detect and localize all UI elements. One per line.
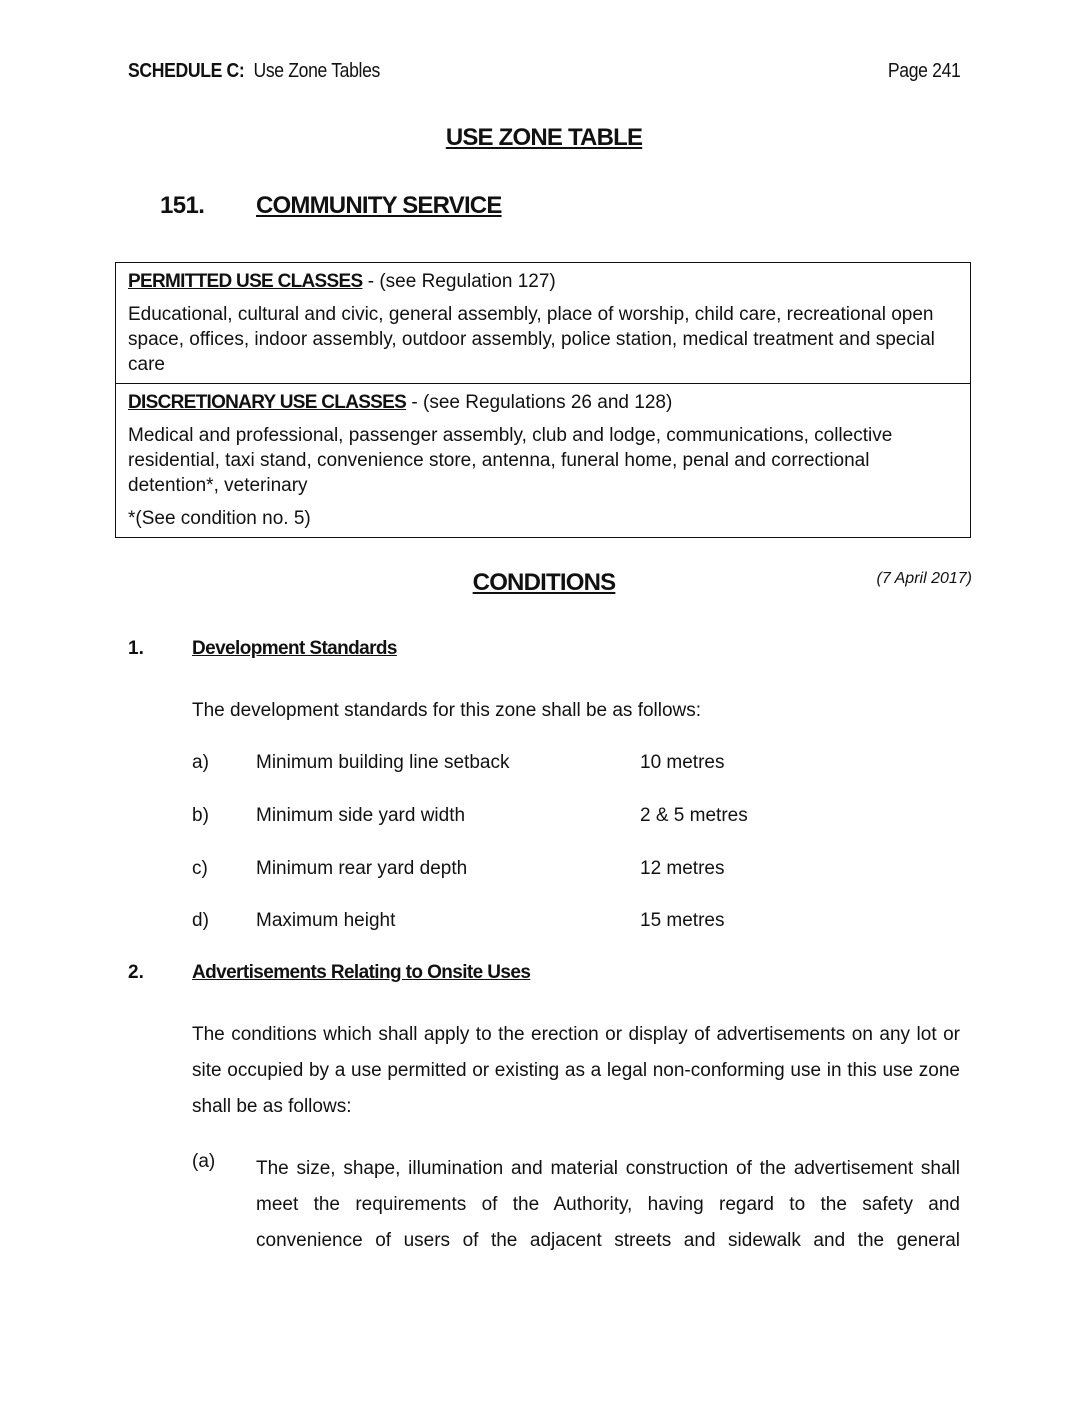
- permitted-use-list: Educational, cultural and civic, general assembly, place of worship, child care, recreational open space, offices, indoor assembly, outdoor assembly, police station, medical treatment and special care: [128, 304, 935, 375]
- use-classes-table: [115, 262, 971, 538]
- standard-value: 12 metres: [640, 858, 725, 879]
- discretionary-use-note: *(See condition no. 5): [128, 508, 311, 529]
- standard-value: 2 & 5 metres: [640, 805, 748, 826]
- conditions-title: CONDITIONS: [472, 569, 616, 596]
- standard-letter: b): [192, 805, 209, 826]
- standard-label: Maximum height: [256, 910, 396, 931]
- discretionary-use-list: Medical and professional, passenger assembly, club and lodge, communications, collective residential, taxi stand, convenience store, antenna, funeral home, penal and correctional detention*, veterinary: [128, 425, 893, 496]
- section-number: 151.: [160, 192, 205, 219]
- discretionary-use-reference: - (see Regulations 26 and 128): [406, 392, 673, 413]
- standard-label: Minimum side yard width: [256, 805, 466, 826]
- standard-letter: d): [192, 910, 209, 931]
- standard-value: 15 metres: [640, 910, 725, 931]
- permitted-use-reference: - (see Regulation 127): [362, 271, 556, 292]
- page-number: Page 241: [887, 60, 960, 82]
- schedule-label: SCHEDULE C:: [128, 60, 245, 82]
- discretionary-use-section: [116, 383, 970, 537]
- condition-2-intro: The conditions which shall apply to the erection or display of advertisements on any lot or site occupied by a use permitted or existing as a legal non-conforming use in this use zone shall be as follows:: [192, 1024, 960, 1117]
- standard-letter: a): [192, 752, 209, 773]
- condition-2-number: 2.: [128, 962, 144, 983]
- sub-item-letter: (a): [192, 1151, 216, 1172]
- condition-2-title: Advertisements Relating to Onsite Uses: [192, 962, 531, 983]
- permitted-use-section: [116, 263, 970, 383]
- permitted-use-heading: [128, 269, 958, 294]
- running-header-left: [128, 60, 380, 83]
- sub-item-text: The size, shape, illumination and material construction of the advertisement shall meet the requirements of the Authority, having regard to the safety and convenience of users of the adjacent streets and sidewalk and the general: [256, 1158, 960, 1251]
- conditions-date: (7 April 2017): [876, 570, 972, 587]
- condition-1-intro: The development standards for this zone shall be as follows:: [192, 700, 702, 721]
- standard-value: 10 metres: [640, 752, 725, 773]
- standard-label: Minimum rear yard depth: [256, 858, 468, 879]
- condition-1-title: Development Standards: [192, 638, 397, 659]
- permitted-use-label: PERMITTED USE CLASSES: [128, 271, 363, 292]
- document-title: USE ZONE TABLE: [445, 124, 643, 151]
- standard-letter: c): [192, 858, 208, 879]
- standard-label: Minimum building line setback: [256, 752, 510, 773]
- discretionary-use-label: DISCRETIONARY USE CLASSES: [128, 392, 407, 413]
- schedule-title: Use Zone Tables: [253, 60, 380, 82]
- condition-1-number: 1.: [128, 638, 144, 659]
- section-title: COMMUNITY SERVICE: [256, 192, 502, 219]
- discretionary-use-heading: [128, 390, 958, 415]
